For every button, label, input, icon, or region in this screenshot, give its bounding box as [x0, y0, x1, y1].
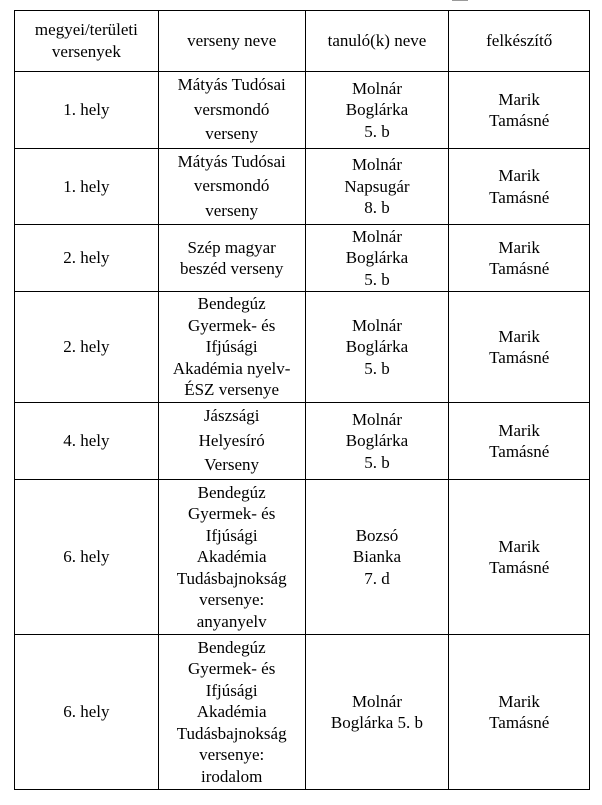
teacher-line: Tamásné [489, 558, 550, 577]
header-competition: verseny neve [158, 11, 305, 72]
competition-line: Gyermek- és [188, 659, 276, 679]
student-cell [305, 403, 449, 480]
competition-line: Akadémia [196, 547, 267, 567]
teacher-line: Marik [498, 420, 540, 440]
teacher-line: Tamásné [489, 442, 550, 461]
competition-line: versenye: [199, 590, 265, 610]
competition-line: ÉSZ versenye [184, 380, 280, 400]
table-row [15, 480, 590, 635]
teacher-line: Tamásné [489, 259, 550, 278]
teacher-line: Marik [498, 237, 540, 257]
results-document [14, 10, 590, 790]
student-line: Molnár [351, 78, 402, 98]
competition-line: irodalom [200, 766, 263, 786]
teacher-line: Marik [498, 536, 540, 556]
teacher-line: Marik [498, 89, 540, 109]
competition-cell [158, 225, 305, 292]
place-cell: 6. hely [15, 480, 159, 635]
teacher-cell [449, 149, 590, 225]
student-line: 5. b [364, 358, 390, 378]
header-students: tanuló(k) neve [305, 11, 449, 72]
teacher-line: Marik [498, 691, 540, 711]
competition-cell [158, 635, 305, 790]
student-cell [305, 225, 449, 292]
competition-line: versenye: [199, 745, 265, 765]
place-cell: 1. hely [15, 72, 159, 149]
student-line: Boglárka [345, 248, 409, 268]
competition-cell [158, 149, 305, 225]
student-line: Napsugár [344, 176, 410, 196]
teacher-line: Tamásné [489, 713, 550, 732]
student-line: Boglárka [345, 431, 409, 451]
competition-results-table [14, 10, 590, 790]
place-cell: 4. hely [15, 403, 159, 480]
top-edge-mark [452, 0, 468, 1]
teacher-cell [449, 292, 590, 403]
competition-line: Tudásbajnokság [176, 568, 287, 588]
place-cell: 6. hely [15, 635, 159, 790]
competition-line: Akadémia [196, 702, 267, 722]
competition-line: Jászsági [203, 406, 260, 426]
student-line: 5. b [364, 269, 390, 289]
student-cell [305, 480, 449, 635]
header-place: megyei/területi versenyek [15, 11, 159, 72]
place-cell: 1. hely [15, 149, 159, 225]
student-line: 5. b [364, 121, 390, 141]
teacher-cell [449, 72, 590, 149]
student-line: Molnár [351, 226, 402, 246]
competition-line: Bendegúz [197, 294, 266, 314]
student-line: Boglárka [345, 337, 409, 357]
student-cell [305, 149, 449, 225]
student-line: Boglárka 5. b [330, 713, 423, 732]
table-row [15, 149, 590, 225]
teacher-line: Tamásné [489, 111, 550, 130]
student-line: 8. b [364, 198, 390, 218]
competition-cell [158, 480, 305, 635]
student-line: Molnár [351, 315, 402, 335]
competition-line: Mátyás Tudósai [177, 151, 286, 171]
teacher-line: Marik [498, 326, 540, 346]
competition-line: Tudásbajnokság [176, 723, 287, 743]
teacher-line: Tamásné [489, 348, 550, 367]
competition-cell [158, 403, 305, 480]
table-row [15, 635, 590, 790]
student-line: Boglárka [345, 100, 409, 120]
competition-line: Bendegúz [197, 482, 266, 502]
competition-line: Akadémia nyelv- [172, 358, 291, 378]
competition-line: Ifjúsági [205, 525, 258, 545]
competition-line: Mátyás Tudósai [177, 75, 286, 95]
competition-line: Ifjúsági [205, 680, 258, 700]
table-header-row [15, 11, 590, 72]
competition-cell [158, 72, 305, 149]
competition-line: versmondó [193, 99, 270, 119]
competition-line: Bendegúz [197, 637, 266, 657]
competition-line: Gyermek- és [188, 315, 276, 335]
competition-line: anyanyelv [196, 611, 267, 631]
competition-line: verseny [205, 124, 259, 144]
teacher-cell [449, 403, 590, 480]
table-row [15, 72, 590, 149]
student-cell [305, 635, 449, 790]
teacher-cell [449, 480, 590, 635]
header-teacher: felkészítő [449, 11, 590, 72]
student-cell [305, 72, 449, 149]
student-line: 7. d [364, 568, 390, 588]
student-cell [305, 292, 449, 403]
teacher-line: Tamásné [489, 187, 550, 207]
competition-line: Gyermek- és [188, 504, 276, 524]
teacher-line: Marik [498, 166, 540, 185]
competition-line: beszéd verseny [179, 259, 284, 278]
teacher-cell [449, 635, 590, 790]
student-line: Molnár [351, 691, 402, 711]
competition-line: Ifjúsági [205, 337, 258, 357]
teacher-cell [449, 225, 590, 292]
place-cell: 2. hely [15, 292, 159, 403]
student-line: Bozsó [355, 525, 399, 545]
competition-line: Verseny [204, 455, 260, 475]
competition-line: Helyesíró [198, 430, 265, 450]
place-cell: 2. hely [15, 225, 159, 292]
competition-line: Szép magyar [187, 237, 276, 257]
table-row [15, 292, 590, 403]
competition-line: versmondó [193, 176, 270, 196]
competition-cell [158, 292, 305, 403]
student-line: Bianka [352, 547, 402, 567]
student-line: Molnár [351, 155, 402, 175]
student-line: 5. b [364, 452, 390, 472]
competition-line: verseny [205, 200, 259, 220]
student-line: Molnár [351, 409, 402, 429]
table-row [15, 403, 590, 480]
table-row [15, 225, 590, 292]
